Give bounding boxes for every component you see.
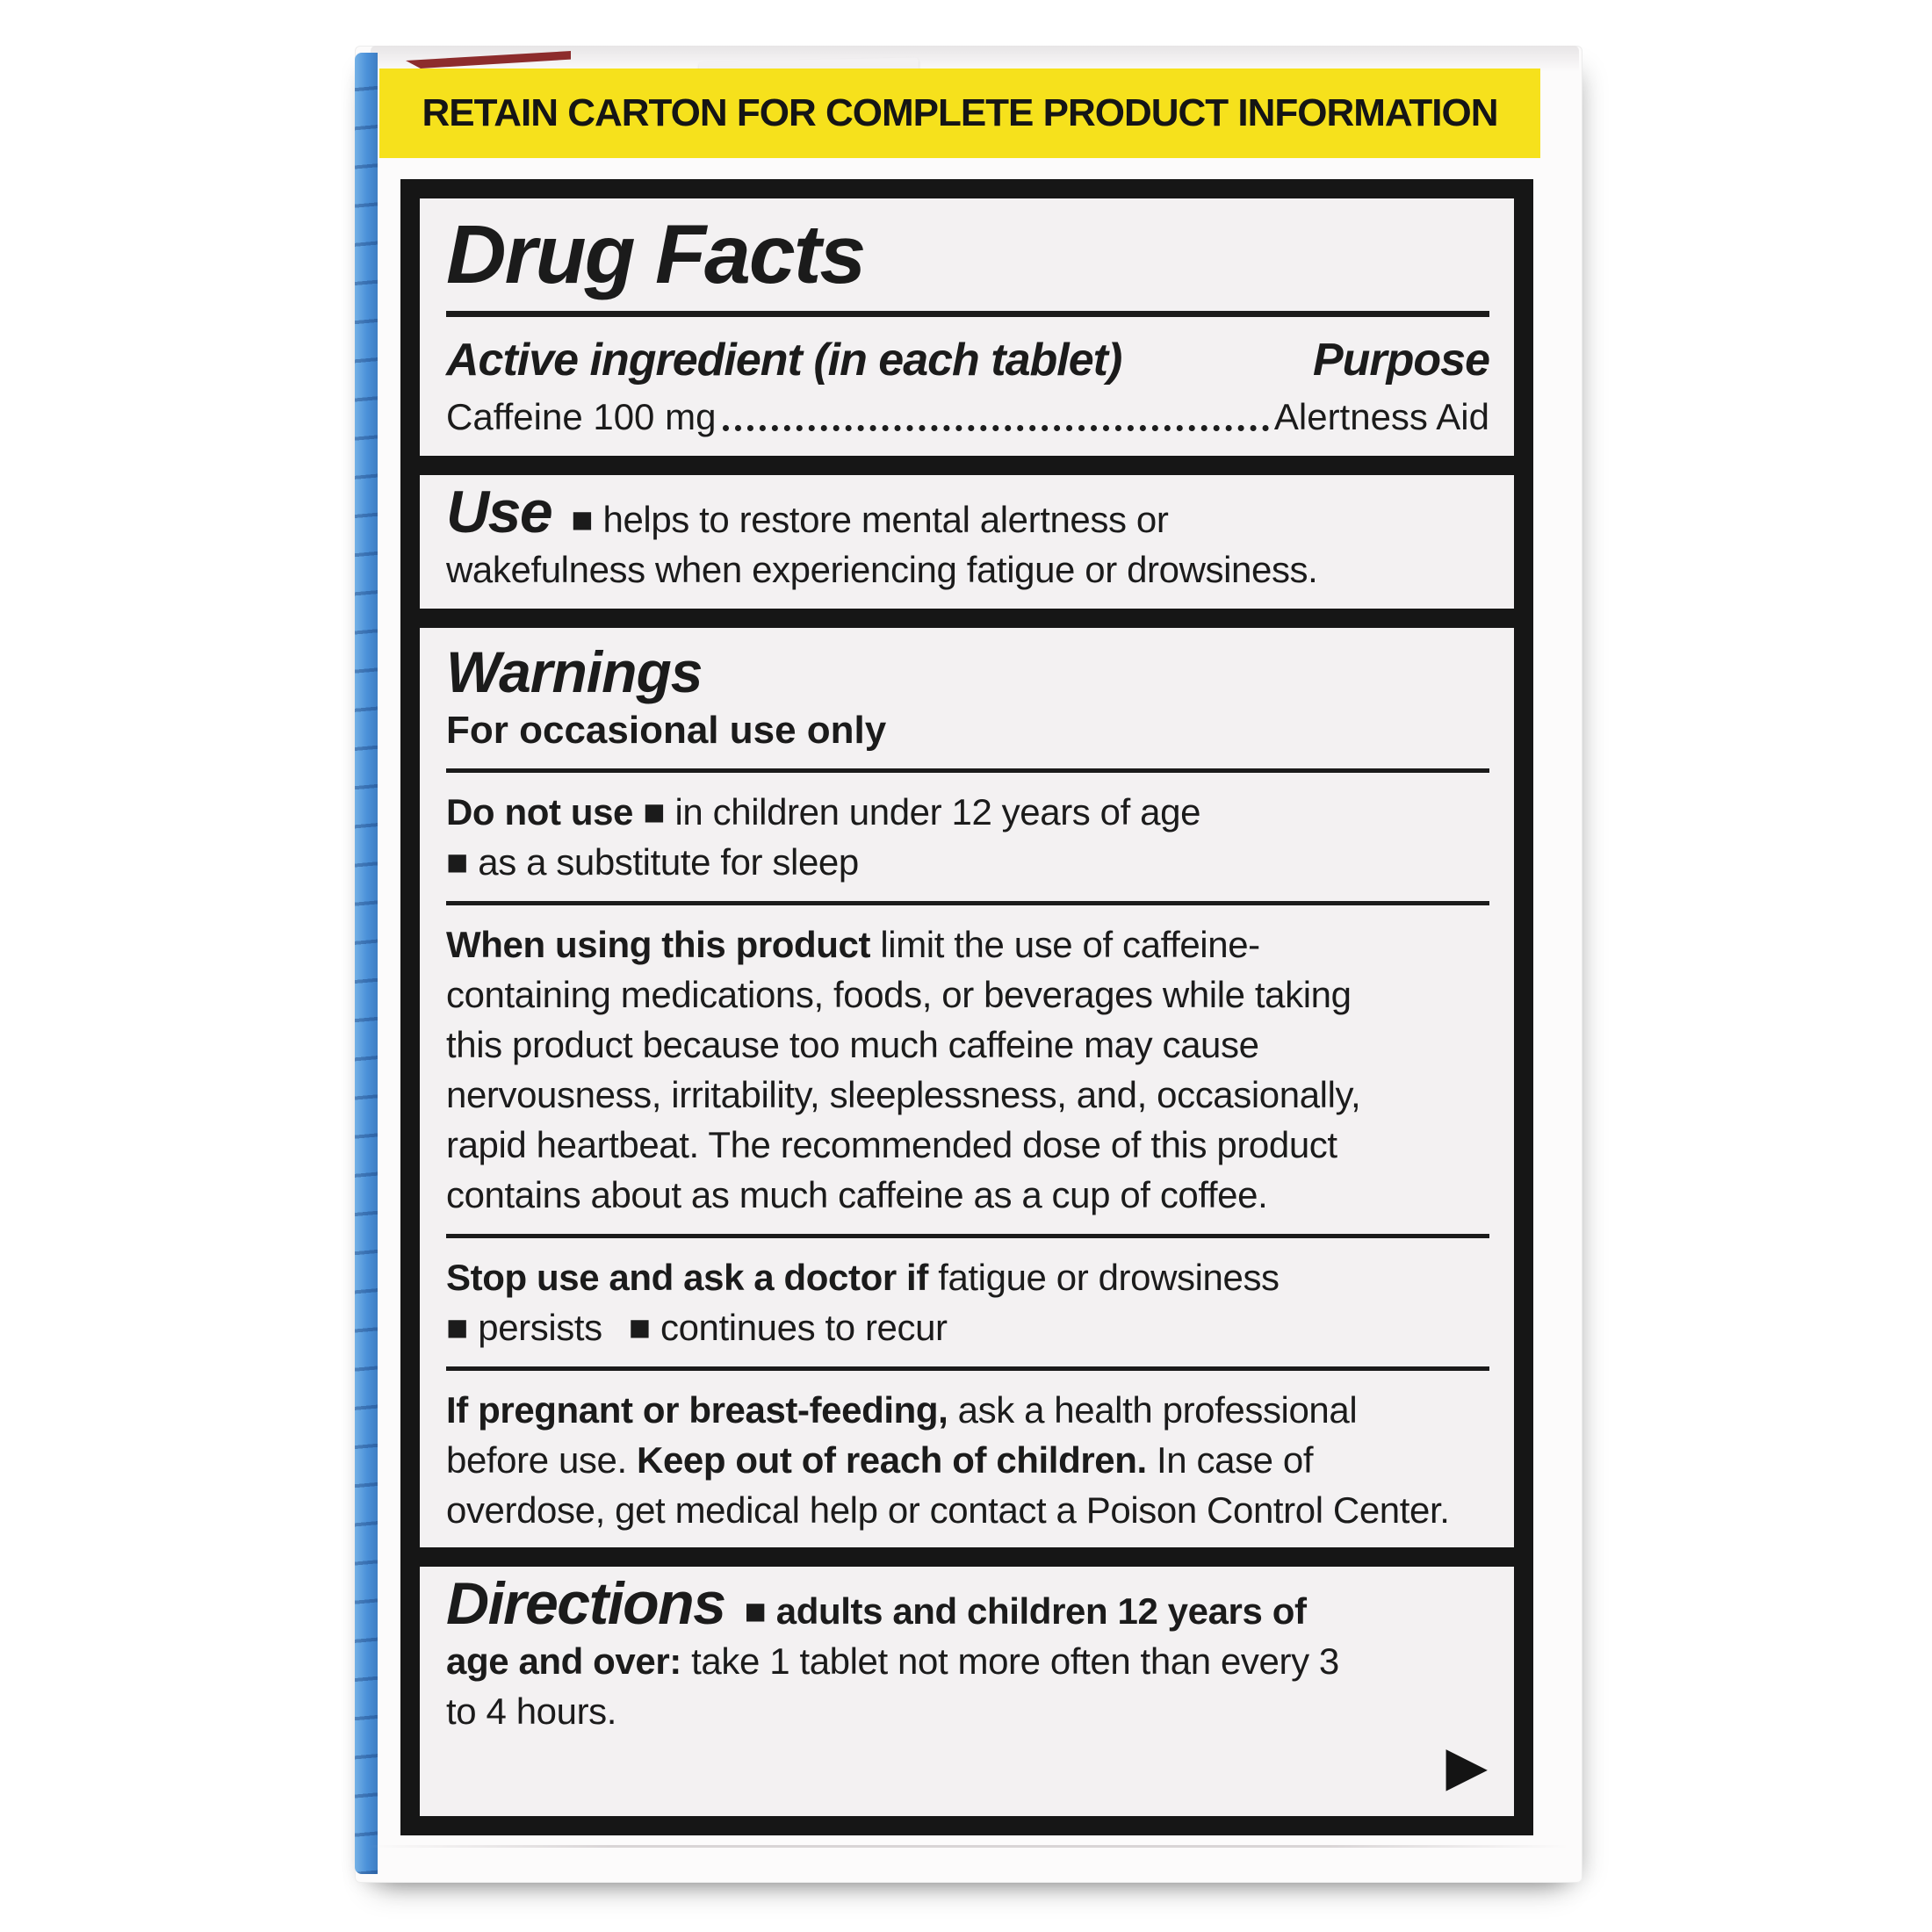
section-active-ingredient xyxy=(420,198,1514,456)
warning-do-not-use xyxy=(446,787,1489,887)
text-line: overdose, get medical help or contact a Poison Control Center. xyxy=(446,1489,1450,1531)
carton-bottom-crease xyxy=(369,1845,1568,1848)
product-carton xyxy=(355,46,1582,1883)
text-line: nervousness, irritability, sleeplessness, and, occasionally, xyxy=(446,1074,1361,1115)
warning-stop-use xyxy=(446,1252,1489,1352)
section-directions xyxy=(420,1567,1514,1816)
active-ingredient-heading: Active ingredient (in each tablet) xyxy=(446,335,1122,386)
ingredient-row xyxy=(446,394,1489,456)
text-line: age and over: take 1 tablet not more often than every 3 xyxy=(446,1640,1339,1682)
directions-text xyxy=(446,1570,1489,1736)
warnings-title: Warnings xyxy=(446,639,703,704)
text-line: If pregnant or breast-feeding, ask a health professional xyxy=(446,1389,1358,1431)
purpose-value: Alertness Aid xyxy=(1273,396,1489,437)
subsection-rule xyxy=(446,768,1489,773)
warning-when-using xyxy=(446,919,1489,1220)
dotted-leader xyxy=(723,425,1268,431)
text-line: ■ persists ■ continues to recur xyxy=(446,1307,948,1348)
section-divider xyxy=(420,456,1514,475)
text-line: When using this product limit the use of caffeine- xyxy=(446,924,1260,965)
section-warnings xyxy=(420,628,1514,1547)
drug-facts-panel xyxy=(400,179,1533,1835)
text-line: ■ as a substitute for sleep xyxy=(446,841,859,883)
text-line: to 4 hours. xyxy=(446,1690,617,1732)
panel-title: Drug Facts xyxy=(446,208,865,301)
section-divider xyxy=(420,1547,1514,1567)
text-line: contains about as much caffeine as a cup of coffee. xyxy=(446,1174,1268,1215)
text-line: this product because too much caffeine may cause xyxy=(446,1024,1259,1065)
text-line: before use. Keep out of reach of children. In case of xyxy=(446,1439,1314,1481)
section-divider xyxy=(420,609,1514,628)
purpose-heading: Purpose xyxy=(1312,335,1489,386)
continue-arrow-icon: ▶ xyxy=(1445,1734,1488,1798)
text-line: Directions ■ adults and children 12 years of xyxy=(446,1570,1307,1637)
section-use xyxy=(420,475,1514,609)
text-line: wakefulness when experiencing fatigue or drowsiness. xyxy=(446,549,1318,590)
active-ingredient-heading-row xyxy=(446,333,1489,387)
text-line: rapid heartbeat. The recommended dose of this product xyxy=(446,1124,1337,1165)
subsection-rule xyxy=(446,1366,1489,1371)
text-line: Do not use ■ in children under 12 years of age xyxy=(446,791,1201,833)
carton-blue-edge xyxy=(355,53,378,1874)
warning-pregnant xyxy=(446,1385,1489,1535)
subsection-rule xyxy=(446,1234,1489,1238)
text-line: Use ■ helps to restore mental alertness or xyxy=(446,479,1169,545)
subsection-rule xyxy=(446,901,1489,905)
ingredient-name: Caffeine 100 mg xyxy=(446,396,717,437)
text-line: containing medications, foods, or beverages while taking xyxy=(446,974,1352,1015)
retain-banner xyxy=(379,68,1540,158)
warnings-subtitle: For occasional use only xyxy=(446,709,887,752)
text-line: Stop use and ask a doctor if fatigue or drowsiness xyxy=(446,1257,1280,1298)
retain-banner-text: RETAIN CARTON FOR COMPLETE PRODUCT INFORMATION xyxy=(422,91,1498,134)
title-rule xyxy=(446,311,1489,317)
